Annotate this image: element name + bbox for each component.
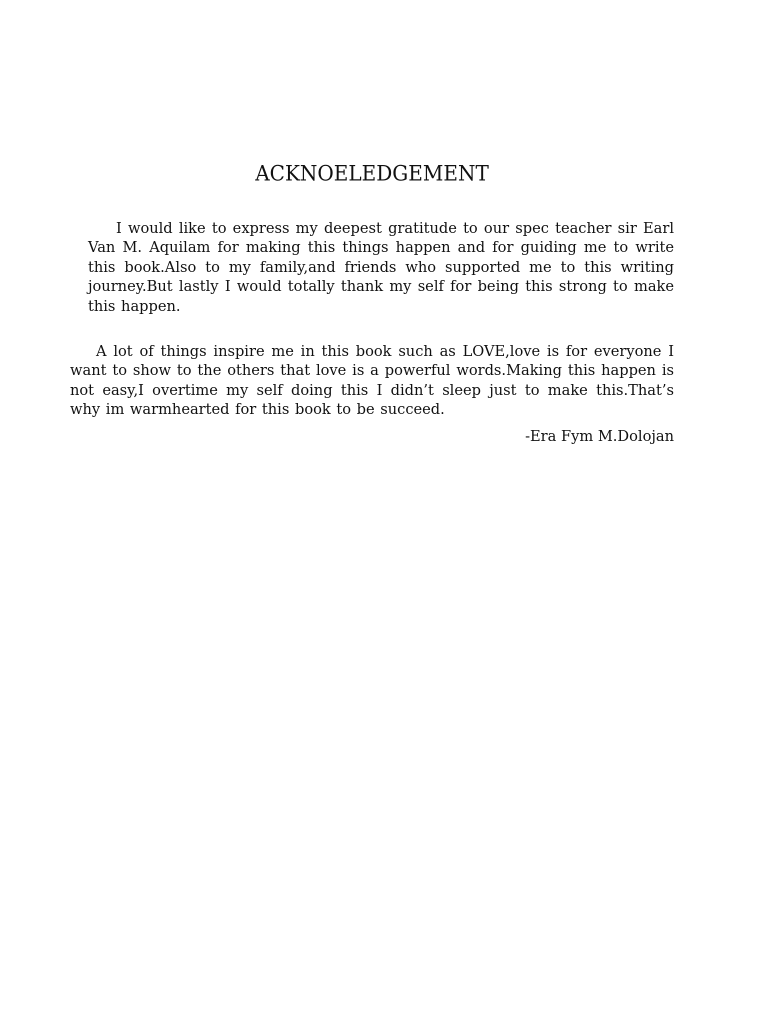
acknowledgement-paragraph-1: I would like to express my deepest gratitude to our spec teacher sir Earl Van M. Aquilam for making this things happen and for guiding me to write this book.Also to my family,and friends who supported me to this writing journey.But lastly I would totally thank my self for being this strong to make this happen.: [88, 219, 674, 315]
acknowledgement-paragraph-2: A lot of things inspire me in this book such as LOVE,love is for everyone I want to show to the others that love is a powerful words.Making this happen is not easy,I overtime my self doing this I didn’t sleep just to make this.That’s why im warmhearted for this book to be succeed.: [70, 342, 674, 419]
page-title: ACKNOELEDGEMENT: [255, 160, 489, 186]
author-signature: -Era Fym M.Dolojan: [525, 428, 674, 445]
